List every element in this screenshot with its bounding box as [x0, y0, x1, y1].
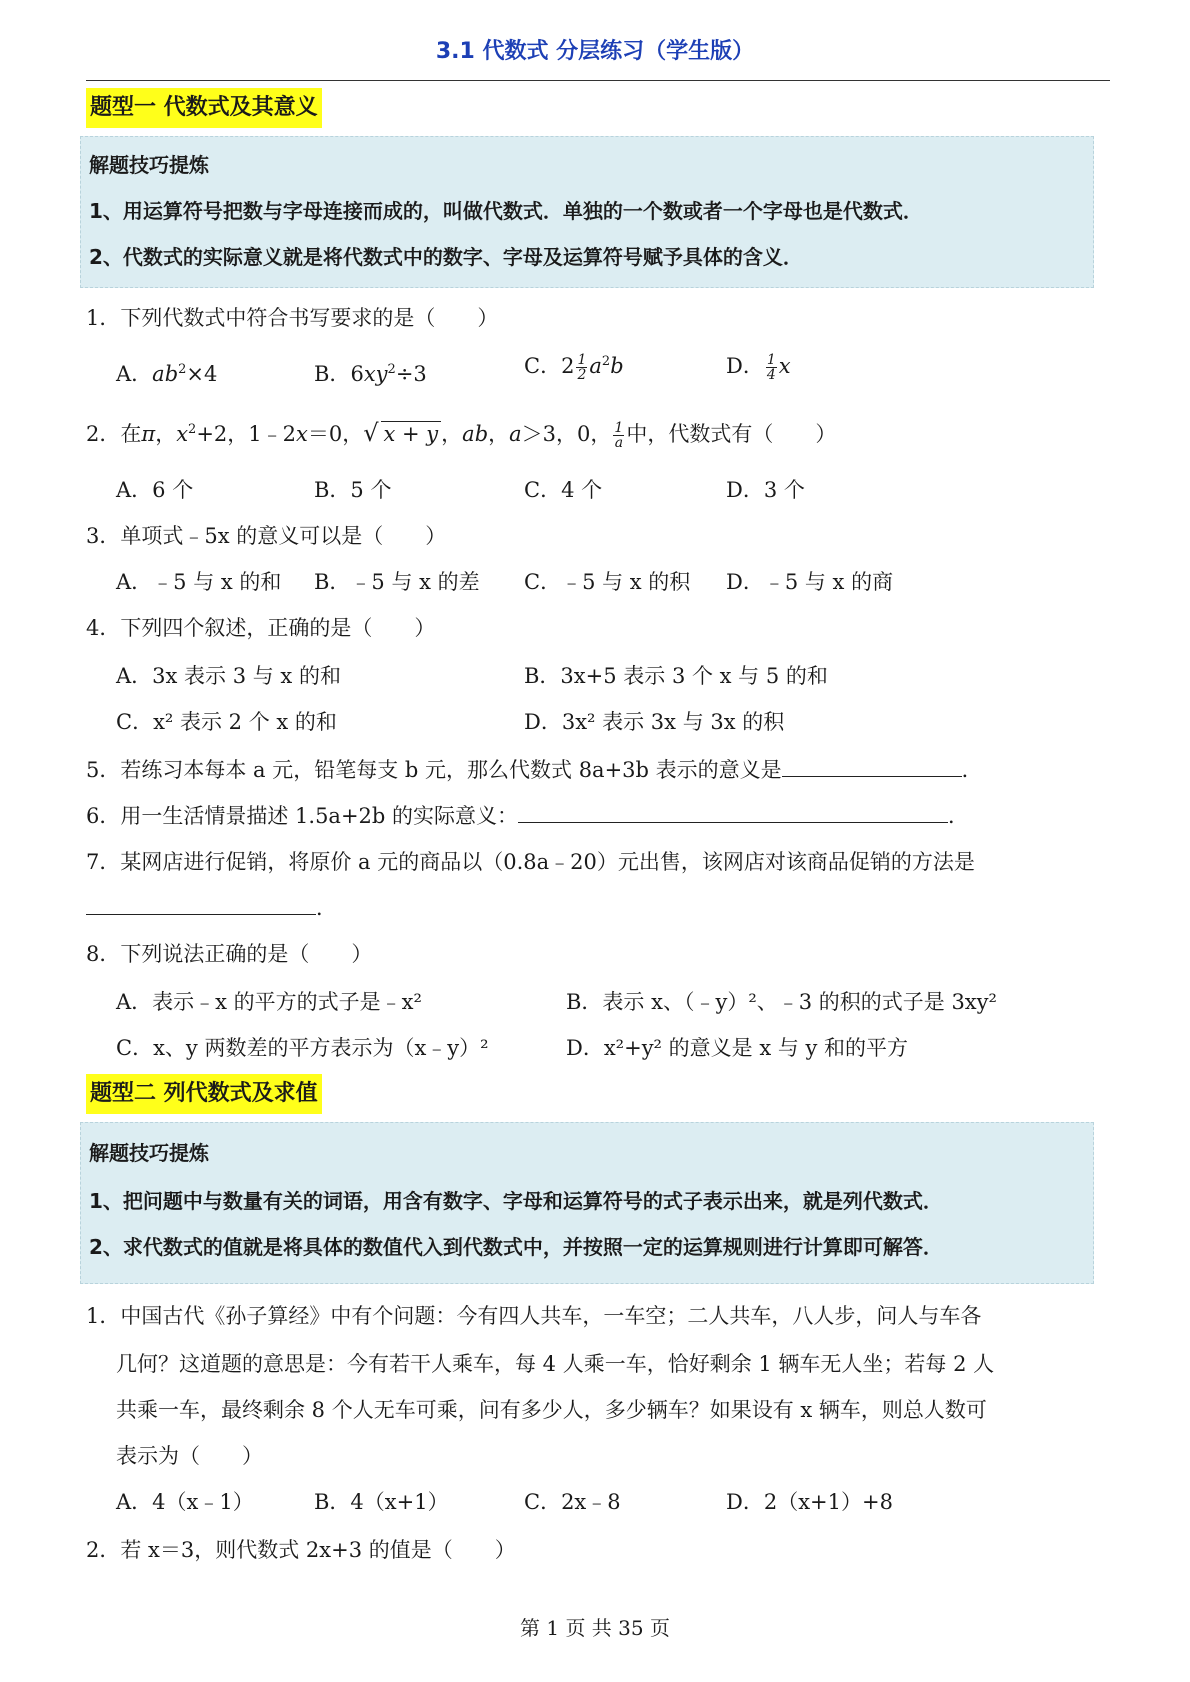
tip-line: 1、用运算符号把数与字母连接而成的，叫做代数式．单独的一个数或者一个字母也是代数式．: [89, 199, 923, 223]
option-d: D．﹣5 与 x 的商: [726, 570, 894, 594]
tip-line: 1、把问题中与数量有关的词语，用含有数字、字母和运算符号的式子表示出来，就是列代数式．: [89, 1189, 943, 1213]
tip-title: 解题技巧提炼: [89, 1141, 209, 1165]
page-title: 3.1 代数式 分层练习（学生版）: [435, 39, 755, 64]
option-d: D．x²+y² 的意义是 x 与 y 和的平方: [566, 1036, 909, 1060]
option-d: D．3x² 表示 3x 与 3x 的积: [524, 710, 785, 734]
answer-blank[interactable]: [518, 804, 948, 823]
tip-box: [80, 1122, 1094, 1284]
option-a: A．4（x﹣1）: [116, 1490, 254, 1514]
option-b: B．$6xy^2\div 3$: [314, 362, 427, 386]
tip-line: 2、求代数式的值就是将具体的数值代入到代数式中，并按照一定的运算规则进行计算即可解答．: [89, 1235, 943, 1259]
question-stem: 6．用一生活情景描述 1.5a+2b 的实际意义： ．: [86, 804, 970, 828]
option-b: B．5 个: [314, 478, 392, 502]
question-stem: 1．下列代数式中符合书写要求的是（ ）: [86, 306, 499, 330]
tip-line: 2、代数式的实际意义就是将代数式中的数字、字母及运算符号赋予具体的含义．: [89, 245, 803, 269]
question-stem: 几何？这道题的意思是：今有若干人乘车，每 4 人乘一车，恰好剩余 1 辆车无人坐；若每 2 人: [116, 1352, 995, 1376]
option-b: B．3x+5 表示 3 个 x 与 5 的和: [524, 664, 828, 688]
question-stem: 1．中国古代《孙子算经》中有个问题：今有四人共车，一车空；二人共车，八人步，问人与车各: [86, 1304, 982, 1328]
tip-box: [80, 136, 1094, 288]
tip-title: 解题技巧提炼: [89, 153, 209, 177]
option-c: C．2x﹣8: [524, 1490, 621, 1514]
question-stem: 7．某网店进行促销，将原价 a 元的商品以（0.8a﹣20）元出售，该网店对该商品促销的方法是: [86, 850, 975, 874]
question-stem: 2．在π，$x^2+2$，1﹣2x＝0，√ x + y ，ab，a＞3，0， $\frac{1}{a}$ 中，代数式有（ ）: [86, 419, 837, 451]
option-a: A．﹣5 与 x 的和: [116, 570, 282, 594]
answer-line: ．: [86, 892, 337, 922]
option-a: A．表示﹣x 的平方的式子是﹣x²: [116, 990, 422, 1014]
section-heading: 题型一 代数式及其意义: [86, 88, 322, 128]
section-heading: 题型二 列代数式及求值: [86, 1074, 322, 1114]
question-stem: 8．下列说法正确的是（ ）: [86, 942, 373, 966]
option-d: D． $\frac{1}{4}$ x: [726, 352, 791, 383]
option-a: A．3x 表示 3 与 x 的和: [116, 664, 341, 688]
option-c: C．2 $\frac{1}{2}$ $a^2b$: [524, 352, 624, 383]
answer-blank[interactable]: [782, 758, 962, 777]
title-divider: [86, 80, 1110, 81]
option-c: C．x² 表示 2 个 x 的和: [116, 710, 337, 734]
option-c: C．4 个: [524, 478, 603, 502]
answer-blank[interactable]: [86, 896, 316, 915]
option-b: B．4（x+1）: [314, 1490, 449, 1514]
option-c: C．x、y 两数差的平方表示为（x﹣y）²: [116, 1036, 489, 1060]
option-d: D．2（x+1）+8: [726, 1490, 893, 1514]
option-c: C．﹣5 与 x 的积: [524, 570, 691, 594]
question-stem: 表示为（ ）: [116, 1444, 263, 1468]
question-stem: 3．单项式﹣5x 的意义可以是（ ）: [86, 524, 447, 548]
option-b: B．﹣5 与 x 的差: [314, 570, 480, 594]
option-a: A．$ab^2\times 4$: [116, 362, 218, 386]
option-a: A．6 个: [116, 478, 194, 502]
question-stem: 共乘一车，最终剩余 8 个人无车可乘，问有多少人，多少辆车？如果设有 x 辆车，则总人数可: [116, 1398, 987, 1422]
option-d: D．3 个: [726, 478, 805, 502]
page-footer: 第 1 页 共 35 页: [520, 1616, 670, 1640]
question-stem: 4．下列四个叙述，正确的是（ ）: [86, 616, 436, 640]
option-b: B．表示 x、（﹣y）²、﹣3 的积的式子是 3xy²: [566, 990, 997, 1014]
question-stem: 2．若 x＝3，则代数式 2x+3 的值是（ ）: [86, 1538, 516, 1562]
question-stem: 5．若练习本每本 a 元，铅笔每支 b 元，那么代数式 8a+3b 表示的意义是 ．: [86, 758, 983, 782]
